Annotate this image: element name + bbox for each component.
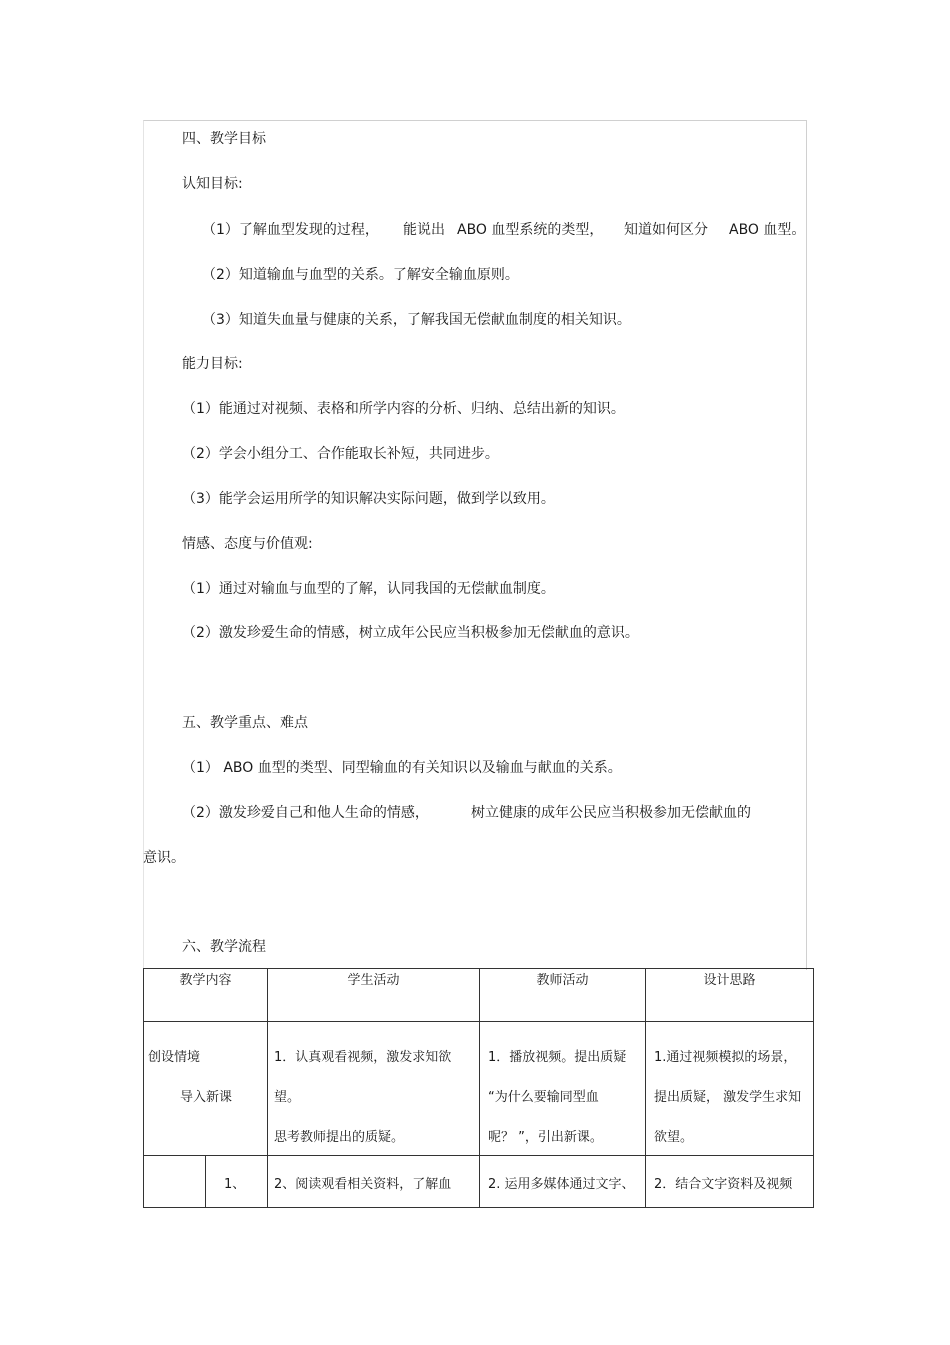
row2-teacher-cell <box>480 1156 646 1208</box>
row1-design-line1: 1.通过视频模拟的场景， <box>654 1050 797 1065</box>
header-teacher: 教师活动 <box>480 969 646 1022</box>
ability-item1: （1）能通过对视频、表格和所学内容的分析、归纳、总结出新的知识。 <box>182 401 625 417</box>
row1-student-line1: 1．认真观看视频，激发求知欲 <box>274 1050 452 1065</box>
row1-content-a: 创设情境 <box>148 1050 201 1065</box>
emotion-heading: 情感、态度与价值观: <box>182 536 313 552</box>
table-row <box>144 1156 814 1208</box>
emotion-item1: （1）通过对输血与血型的了解，认同我国的无偿献血制度。 <box>182 581 555 597</box>
header-student: 学生活动 <box>268 969 480 1022</box>
row1-teacher-cell <box>480 1022 646 1156</box>
row1-teacher-line2: “为什么要输同型血 <box>488 1090 599 1105</box>
section6-title: 六、教学流程 <box>182 939 266 955</box>
row2-teacher: 2. 运用多媒体通过文字、 <box>488 1177 635 1192</box>
emotion-item2: （2）激发珍爱生命的情感，树立成年公民应当积极参加无偿献血的意识。 <box>182 625 639 641</box>
row1-teacher-line3: 呢？ ”，引出新课。 <box>488 1130 603 1145</box>
row2-num: 1、 <box>224 1177 246 1192</box>
row2-num-cell <box>206 1156 268 1208</box>
header-design: 设计思路 <box>646 969 814 1022</box>
cognitive-item1-e: ABO 血型。 <box>729 222 806 238</box>
cognitive-item1-a: （1）了解血型发现的过程， <box>202 222 379 238</box>
key-point-1: （1） ABO 血型的类型、同型输血的有关知识以及输血与献血的关系。 <box>182 760 622 776</box>
table-header-row <box>144 969 814 1022</box>
cognitive-item1-d: 知道如何区分 <box>624 222 708 238</box>
key-point-2-b: 树立健康的成年公民应当积极参加无偿献血的 <box>471 805 751 821</box>
ability-heading: 能力目标: <box>182 356 243 372</box>
row1-student-cell <box>268 1022 480 1156</box>
row1-student-line3: 思考教师提出的质疑。 <box>274 1130 405 1145</box>
row1-design-line2: 提出质疑， 激发学生求知 <box>654 1090 802 1105</box>
cognitive-heading: 认知目标: <box>182 176 243 192</box>
row2-design-cell <box>646 1156 814 1208</box>
row1-content-cell <box>144 1022 268 1156</box>
row2-student: 2、阅读观看相关资料，了解血 <box>274 1177 452 1192</box>
cognitive-item1-c: ABO 血型系统的类型， <box>457 222 604 238</box>
ability-item2: （2）学会小组分工、合作能取长补短，共同进步。 <box>182 446 499 462</box>
ability-item3: （3）能学会运用所学的知识解决实际问题，做到学以致用。 <box>182 491 555 507</box>
teaching-flow-table <box>143 968 814 1208</box>
row1-teacher-line1: 1．播放视频。提出质疑 <box>488 1050 627 1065</box>
section5-title: 五、教学重点、难点 <box>182 715 308 731</box>
key-point-2-a: （2）激发珍爱自己和他人生命的情感， <box>182 805 429 821</box>
row1-student-line2: 望。 <box>274 1090 301 1105</box>
row1-design-cell <box>646 1022 814 1156</box>
row1-content-b: 导入新课 <box>180 1090 233 1105</box>
cognitive-item2: （2）知道输血与血型的关系。了解安全输血原则。 <box>202 267 519 283</box>
cognitive-item1-b: 能说出 <box>403 222 445 238</box>
section4-title: 四、教学目标 <box>182 131 266 147</box>
cognitive-item3: （3）知道失血量与健康的关系，了解我国无偿献血制度的相关知识。 <box>202 312 631 328</box>
row1-design-line3: 欲望。 <box>654 1130 694 1145</box>
row2-design: 2．结合文字资料及视频 <box>654 1177 793 1192</box>
key-point-2-c: 意识。 <box>143 850 185 866</box>
row2-student-cell <box>268 1156 480 1208</box>
header-content: 教学内容 <box>144 969 268 1022</box>
row2-empty-cell <box>144 1156 206 1208</box>
table-row <box>144 1022 814 1156</box>
